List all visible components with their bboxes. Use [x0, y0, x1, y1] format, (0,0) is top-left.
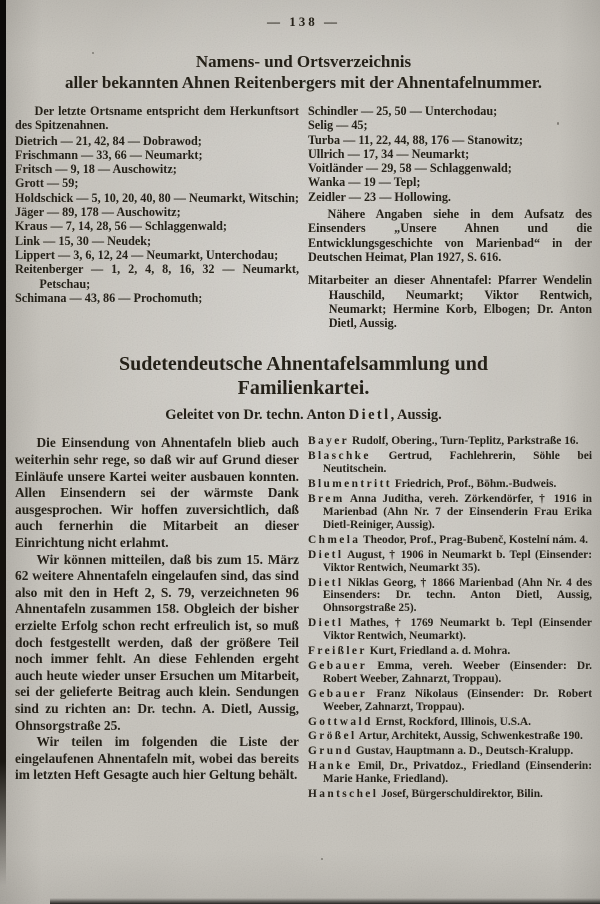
list-item: Voitländer — 29, 58 — Schlaggenwald;: [308, 161, 512, 176]
section2-title-line2: Familienkartei.: [237, 377, 370, 400]
list-item: [308, 435, 592, 448]
list-item: Holdschick — 5, 10, 20, 40, 80 — Neumarkt, Witschin;: [15, 190, 299, 205]
page-content: [15, 8, 592, 803]
section2-title: [15, 352, 592, 400]
entry-name: Freißler: [308, 645, 367, 658]
section2-left-column: [15, 435, 299, 803]
entry-detail: August, † 1906 in Neumarkt b. Tepl (Einsender: Viktor Rentwich, Neumarkt 35).: [322, 548, 592, 574]
entry-detail: Anna Juditha, vereh. Zörkendörfer, † 1916 in Marienbad (Ahn Nr. 7 der Einsenderin Frau Erika Dietl-Reiniger, Aussig).: [322, 493, 592, 531]
entry-detail: Ernst, Rockford, Illinois, U.S.A.: [375, 715, 532, 728]
list-item: [308, 617, 592, 643]
list-item: Lippert — 3, 6, 12, 24 — Neumarkt, Unterchodau;: [15, 247, 279, 262]
entry-name: Dietl: [308, 617, 344, 630]
entry-name: Dietl: [308, 548, 344, 561]
list-item: Turba — 11, 22, 44, 88, 176 — Stanowitz;: [308, 132, 523, 147]
list-item: [308, 730, 592, 743]
list-item: Dietrich — 21, 42, 84 — Dobrawod;: [15, 133, 202, 148]
list-item: [308, 549, 592, 575]
entry-detail: Artur, Architekt, Aussig, Schwenkestraße 190.: [358, 730, 583, 743]
entry-name: Bayer: [308, 435, 350, 448]
list-item: [308, 645, 592, 658]
entry-detail: Josef, Bürgerschuldirektor, Bilin.: [381, 788, 543, 801]
section1-note: Nähere Angaben siehe in dem Aufsatz des Einsenders „Unsere Ahnen und die Entwicklungsgeschichte von Marienbad“ in der Deutschen Heimat, Plan 1927, S. 616.: [308, 207, 592, 264]
entry-name: Gebauer: [308, 687, 368, 700]
paragraph: Die Einsendung von Ahnentafeln blieb auch weiterhin sehr rege, so daß wir auf Grund dieser Einläufe unsere Kartei weiter ausbauen konnten. Allen Einsendern sei der wärmste Dank ausgesprochen. Wir hoffen zuversichtlich, daß auch fernerhin die Mitarbeit an dieser Einrichtung nicht erlahmt.: [15, 435, 299, 551]
entry-detail: Emil, Dr., Privatdoz., Friedland (Einsenderin: Marie Hanke, Friedland).: [322, 760, 593, 786]
list-item: [308, 493, 592, 532]
section1-columns: [15, 104, 592, 330]
list-item: [308, 788, 592, 801]
paragraph: Wir können mitteilen, daß bis zum 15. März 62 weitere Ahnentafeln eingelaufen sind, das sind also mit den in Heft 2, S. 79, verzeichneten 96 Ahnentafeln zusammen 158. Obgleich der bisher erzielte Erfolg schon recht erfreulich ist, so muß doch festgestellt werden, daß der größere Teil noch immer fehlt. An diese Fehlenden ergeht auch heute wieder unser Ersuchen um Mitarbeit, sei der gelieferte Beitrag auch klein. Sendungen sind zu richten an: Dr. techn. A. Dietl, Aussig, Ohnsorgstraße 25.: [15, 551, 299, 733]
section2-columns: [15, 435, 592, 803]
subtitle-prefix: Geleitet von Dr. techn. Anton: [165, 407, 349, 424]
list-item: Schimana — 43, 86 — Prochomuth;: [15, 290, 203, 305]
entry-detail: Franz Nikolaus (Einsender: Dr. Robert Weeber, Zahnarzt, Troppau).: [322, 687, 592, 713]
list-item: [308, 688, 592, 714]
section1-right-column: [308, 104, 592, 330]
subtitle-name: Dietl: [348, 407, 391, 424]
list-item: [308, 760, 592, 786]
scan-edge-bottom: [50, 898, 600, 904]
section1-left-column: [15, 104, 299, 330]
section1-contributors: Mitarbeiter an dieser Ahnentafel: Pfarrer Wendelin Hauschild, Neumarkt; Viktor Rentwich, Neumarkt; Hermine Korb, Elbogen; Dr. Anton Dietl, Aussig.: [308, 273, 592, 331]
paragraph: Wir teilen im folgenden die Liste der eingelaufenen Ahnentafeln mit, wobei das bereits im letzten Heft Gesagte auch hier Geltung behält.: [15, 734, 299, 783]
entry-name: Chmela: [308, 533, 361, 546]
entry-detail: Mathes, † 1769 Neumarkt b. Tepl (Einsender Viktor Rentwich, Neumarkt).: [322, 617, 592, 643]
list-item: [308, 478, 592, 491]
list-item: Reitenberger — 1, 2, 4, 8, 16, 32 — Neumarkt, Petschau;: [15, 262, 299, 291]
entry-name: Blaschke: [308, 450, 371, 463]
list-item: [308, 660, 592, 686]
entry-name: Grund: [308, 745, 353, 758]
section2-title-line1: Sudetendeutsche Ahnentafelsammlung und: [119, 353, 488, 376]
subtitle-suffix: , Aussig.: [390, 407, 442, 424]
entry-detail: Kurt, Friedland a. d. Mohra.: [369, 645, 511, 658]
scan-edge-left: [0, 0, 6, 886]
list-item: [308, 450, 592, 476]
entry-name: Blumentritt: [308, 478, 392, 491]
section1-intro: Der letzte Ortsname entspricht dem Herkunftsort des Spitzenahnen.: [15, 104, 299, 133]
entry-name: Gebauer: [308, 659, 368, 672]
list-item: [308, 577, 592, 616]
entry-detail: Theodor, Prof., Prag-Bubenč, Kostelní nám. 4.: [363, 533, 589, 546]
entry-detail: Gustav, Hauptmann a. D., Deutsch-Kralupp.: [355, 745, 574, 758]
list-item: Frischmann — 33, 66 — Neumarkt;: [15, 147, 203, 162]
section2-right-column: [308, 435, 592, 803]
list-item: Selig — 45;: [308, 118, 368, 133]
section1-title-line1: Namens- und Ortsverzeichnis: [195, 52, 412, 71]
entry-name: Größel: [308, 730, 357, 743]
list-item: [308, 745, 592, 758]
page-number: — 138 —: [267, 14, 340, 29]
entry-detail: Niklas Georg, † 1866 Marienbad (Ahn Nr. 4 des Einsenders: Dr. techn. Anton Dietl, Aussig, Ohnsorgstraße 25).: [322, 576, 592, 615]
list-item: Grott — 59;: [15, 176, 79, 191]
entry-detail: Rudolf, Obering., Turn-Teplitz, Parkstraße 16.: [351, 435, 579, 448]
scan-speck: [321, 858, 323, 860]
list-item: [308, 534, 592, 547]
list-item: Kraus — 7, 14, 28, 56 — Schlaggenwald;: [15, 219, 227, 234]
list-item: Schindler — 25, 50 — Unterchodau;: [308, 104, 498, 118]
list-item: Zeidler — 23 — Hollowing.: [308, 189, 451, 204]
list-item: Jäger — 89, 178 — Auschowitz;: [15, 205, 181, 220]
entry-detail: Gertrud, Fachlehrerin, Söhle bei Neutitschein.: [322, 450, 592, 476]
section2-subtitle: [15, 407, 592, 424]
list-item: [308, 716, 592, 729]
list-item: Link — 15, 30 — Neudek;: [15, 233, 152, 248]
list-item: Fritsch — 9, 18 — Auschowitz;: [15, 162, 177, 177]
entry-name: Hantschel: [308, 788, 379, 801]
list-item: Ullrich — 17, 34 — Neumarkt;: [308, 146, 470, 161]
entry-detail: Emma, vereh. Weeber (Einsender: Dr. Robert Weeber, Zahnarzt, Troppau).: [322, 659, 592, 685]
list-item: Wanka — 19 — Tepl;: [308, 175, 421, 190]
entry-detail: Friedrich, Prof., Böhm.-Budweis.: [394, 478, 557, 491]
section1-title: [15, 51, 592, 93]
entry-name: Brem: [308, 493, 345, 506]
section1-title-line2: aller bekannten Ahnen Reitenbergers mit der Ahnentafelnummer.: [64, 73, 543, 92]
entry-name: Gottwald: [308, 715, 373, 728]
entry-name: Hanke: [308, 760, 353, 773]
entry-name: Dietl: [308, 576, 344, 589]
